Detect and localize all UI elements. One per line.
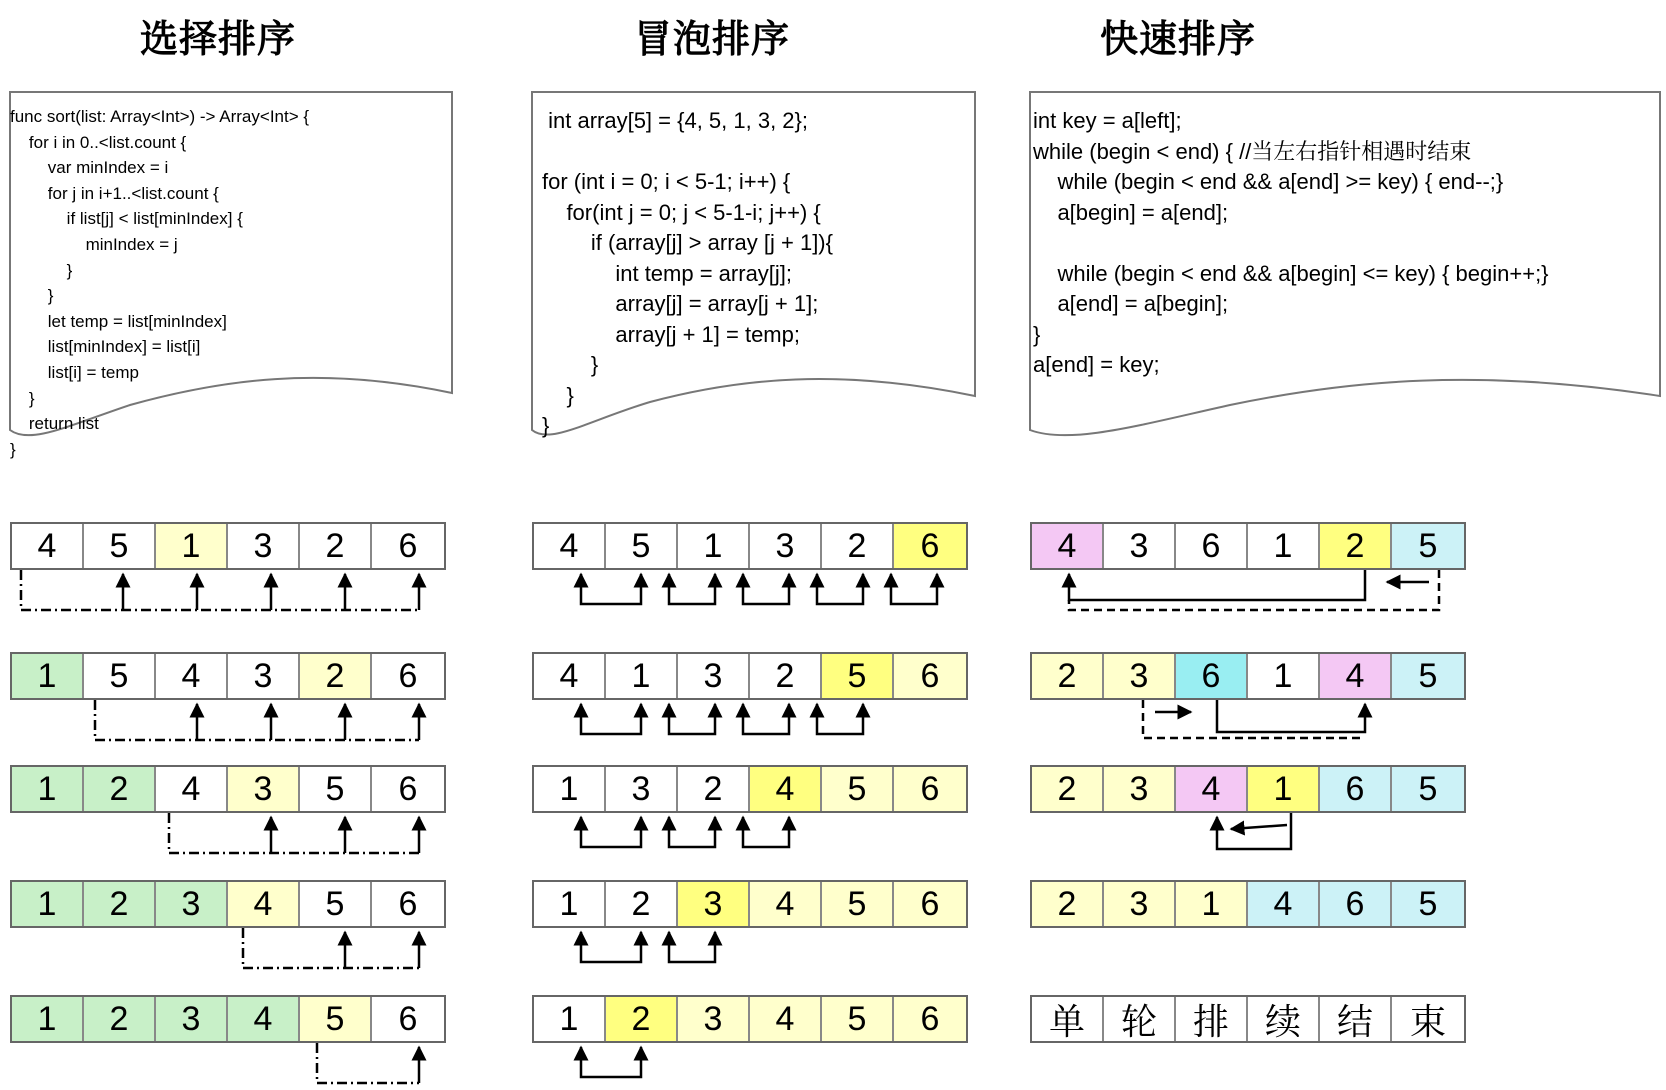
array-cell: 3	[228, 524, 300, 568]
array-cell: 6	[372, 882, 444, 926]
array-cell: 6	[894, 654, 966, 698]
quick-sort-title: 快速排序	[1100, 17, 1257, 61]
array-cell: 5	[1392, 767, 1464, 811]
selection-sort-code: func sort(list: Array<Int>) -> Array<Int> { for i in 0..<list.count { var minIndex = i for j in i+1..<list.count { if list[j] < list[minIndex] { minIndex = j } } let temp = list[minIndex] list[minIndex] = list[i] list[i] = temp } return list }	[10, 107, 310, 459]
array-cell: 6	[1176, 524, 1248, 568]
array-cell: 单	[1032, 997, 1104, 1041]
array-cell: 2	[300, 524, 372, 568]
array-cell: 4	[1176, 767, 1248, 811]
array-cell: 1	[12, 654, 84, 698]
array-cell: 5	[84, 524, 156, 568]
bubble-swap-arrow	[669, 817, 715, 847]
array-cell: 2	[1032, 882, 1104, 926]
selection-scan-line	[243, 928, 419, 968]
quick-scan-line	[1069, 570, 1439, 610]
array-cell: 轮	[1104, 997, 1176, 1041]
array-cell: 2	[84, 882, 156, 926]
array-cell: 1	[534, 882, 606, 926]
array-cell: 6	[894, 882, 966, 926]
array-cell: 6	[372, 997, 444, 1041]
array-cell: 6	[1320, 882, 1392, 926]
array-cell: 5	[300, 997, 372, 1041]
bubble-swap-arrow	[581, 932, 641, 962]
bubble-swap-arrow	[581, 1047, 641, 1077]
array-cell: 4	[750, 767, 822, 811]
array-cell: 2	[300, 654, 372, 698]
bubble-swap-arrow	[669, 932, 715, 962]
quick-sort-code: int key = a[left]; while (begin < end) { //当左右指针相遇时结束 while (begin < end && a[end] >= key) { end--;} a[begin] = a[end]; while (begin < end && a[begin] <= key) { begin++;} a[end] = a[begin]; } a[end] = key;	[1033, 108, 1549, 377]
array-cell: 6	[894, 524, 966, 568]
array-cell: 1	[606, 654, 678, 698]
array-cell: 6	[372, 524, 444, 568]
array-cell: 5	[822, 767, 894, 811]
array-cell: 3	[228, 767, 300, 811]
bubble-sort-title: 冒泡排序	[634, 17, 791, 61]
array-cell: 4	[1248, 882, 1320, 926]
array-cell: 3	[750, 524, 822, 568]
array-cell: 3	[606, 767, 678, 811]
array-cell: 6	[894, 997, 966, 1041]
array-cell: 4	[156, 654, 228, 698]
array-cell: 结	[1320, 997, 1392, 1041]
array-cell: 4	[156, 767, 228, 811]
quick-end-pointer-arrow	[1231, 825, 1287, 829]
selection-scan-line	[169, 813, 419, 853]
array-cell: 4	[12, 524, 84, 568]
array-cell: 4	[228, 882, 300, 926]
array-cell: 4	[228, 997, 300, 1041]
array-cell: 1	[1176, 882, 1248, 926]
array-cell: 5	[822, 654, 894, 698]
array-cell: 1	[1248, 654, 1320, 698]
array-cell: 6	[372, 767, 444, 811]
array-cell: 2	[750, 654, 822, 698]
array-cell: 2	[1032, 654, 1104, 698]
array-cell: 1	[1248, 767, 1320, 811]
array-cell: 2	[678, 767, 750, 811]
array-cell: 5	[822, 997, 894, 1041]
array-cell: 5	[300, 767, 372, 811]
array-cell: 1	[1248, 524, 1320, 568]
array-cell: 2	[606, 997, 678, 1041]
array-cell: 3	[156, 882, 228, 926]
array-cell: 4	[1032, 524, 1104, 568]
array-cell: 2	[84, 997, 156, 1041]
array-cell: 5	[1392, 524, 1464, 568]
bubble-swap-arrow	[581, 817, 641, 847]
bubble-swap-arrow	[669, 574, 715, 604]
array-cell: 1	[12, 767, 84, 811]
array-cell: 4	[750, 997, 822, 1041]
array-cell: 5	[606, 524, 678, 568]
array-cell: 1	[534, 997, 606, 1041]
quick-move-arrow	[1069, 570, 1365, 600]
array-cell: 3	[1104, 767, 1176, 811]
array-cell: 2	[84, 767, 156, 811]
array-cell: 束	[1392, 997, 1464, 1041]
array-cell: 5	[822, 882, 894, 926]
bubble-swap-arrow	[743, 817, 789, 847]
bubble-swap-arrow	[891, 574, 937, 604]
array-cell: 4	[1320, 654, 1392, 698]
array-cell: 6	[1176, 654, 1248, 698]
bubble-swap-arrow	[581, 704, 641, 734]
array-cell: 2	[1320, 524, 1392, 568]
quick-move-arrow	[1217, 813, 1291, 849]
bubble-swap-arrow	[817, 574, 863, 604]
bubble-swap-arrow	[743, 574, 789, 604]
selection-sort-title: 选择排序	[140, 17, 297, 61]
array-cell: 4	[750, 882, 822, 926]
array-cell: 1	[12, 882, 84, 926]
array-cell: 1	[156, 524, 228, 568]
array-cell: 1	[678, 524, 750, 568]
bubble-swap-arrow	[581, 574, 641, 604]
bubble-swap-arrow	[817, 704, 863, 734]
array-cell: 3	[156, 997, 228, 1041]
bubble-swap-arrow	[669, 704, 715, 734]
array-cell: 4	[534, 524, 606, 568]
array-cell: 6	[894, 767, 966, 811]
array-cell: 3	[678, 654, 750, 698]
array-cell: 4	[534, 654, 606, 698]
array-cell: 2	[822, 524, 894, 568]
array-cell: 1	[12, 997, 84, 1041]
array-cell: 5	[300, 882, 372, 926]
bubble-sort-code: int array[5] = {4, 5, 1, 3, 2}; for (int i = 0; i < 5-1; i++) { for(int j = 0; j < 5-1-i; j++) { if (array[j] > array [j + 1]){ int temp = array[j]; array[j] = array[j + 1]; array[j + 1] = temp; } } }	[542, 108, 833, 438]
array-cell: 1	[534, 767, 606, 811]
array-cell: 3	[678, 997, 750, 1041]
array-cell: 5	[84, 654, 156, 698]
bubble-swap-arrow	[743, 704, 789, 734]
array-cell: 3	[678, 882, 750, 926]
array-cell: 5	[1392, 882, 1464, 926]
array-cell: 排	[1176, 997, 1248, 1041]
selection-scan-line	[317, 1043, 419, 1083]
selection-scan-line	[21, 570, 419, 610]
array-cell: 3	[228, 654, 300, 698]
array-cell: 6	[1320, 767, 1392, 811]
array-cell: 5	[1392, 654, 1464, 698]
array-cell: 3	[1104, 524, 1176, 568]
selection-scan-line	[95, 700, 419, 740]
array-cell: 3	[1104, 882, 1176, 926]
array-cell: 续	[1248, 997, 1320, 1041]
array-cell: 2	[1032, 767, 1104, 811]
array-cell: 2	[606, 882, 678, 926]
array-cell: 3	[1104, 654, 1176, 698]
array-cell: 6	[372, 654, 444, 698]
quick-move-arrow	[1217, 700, 1365, 732]
